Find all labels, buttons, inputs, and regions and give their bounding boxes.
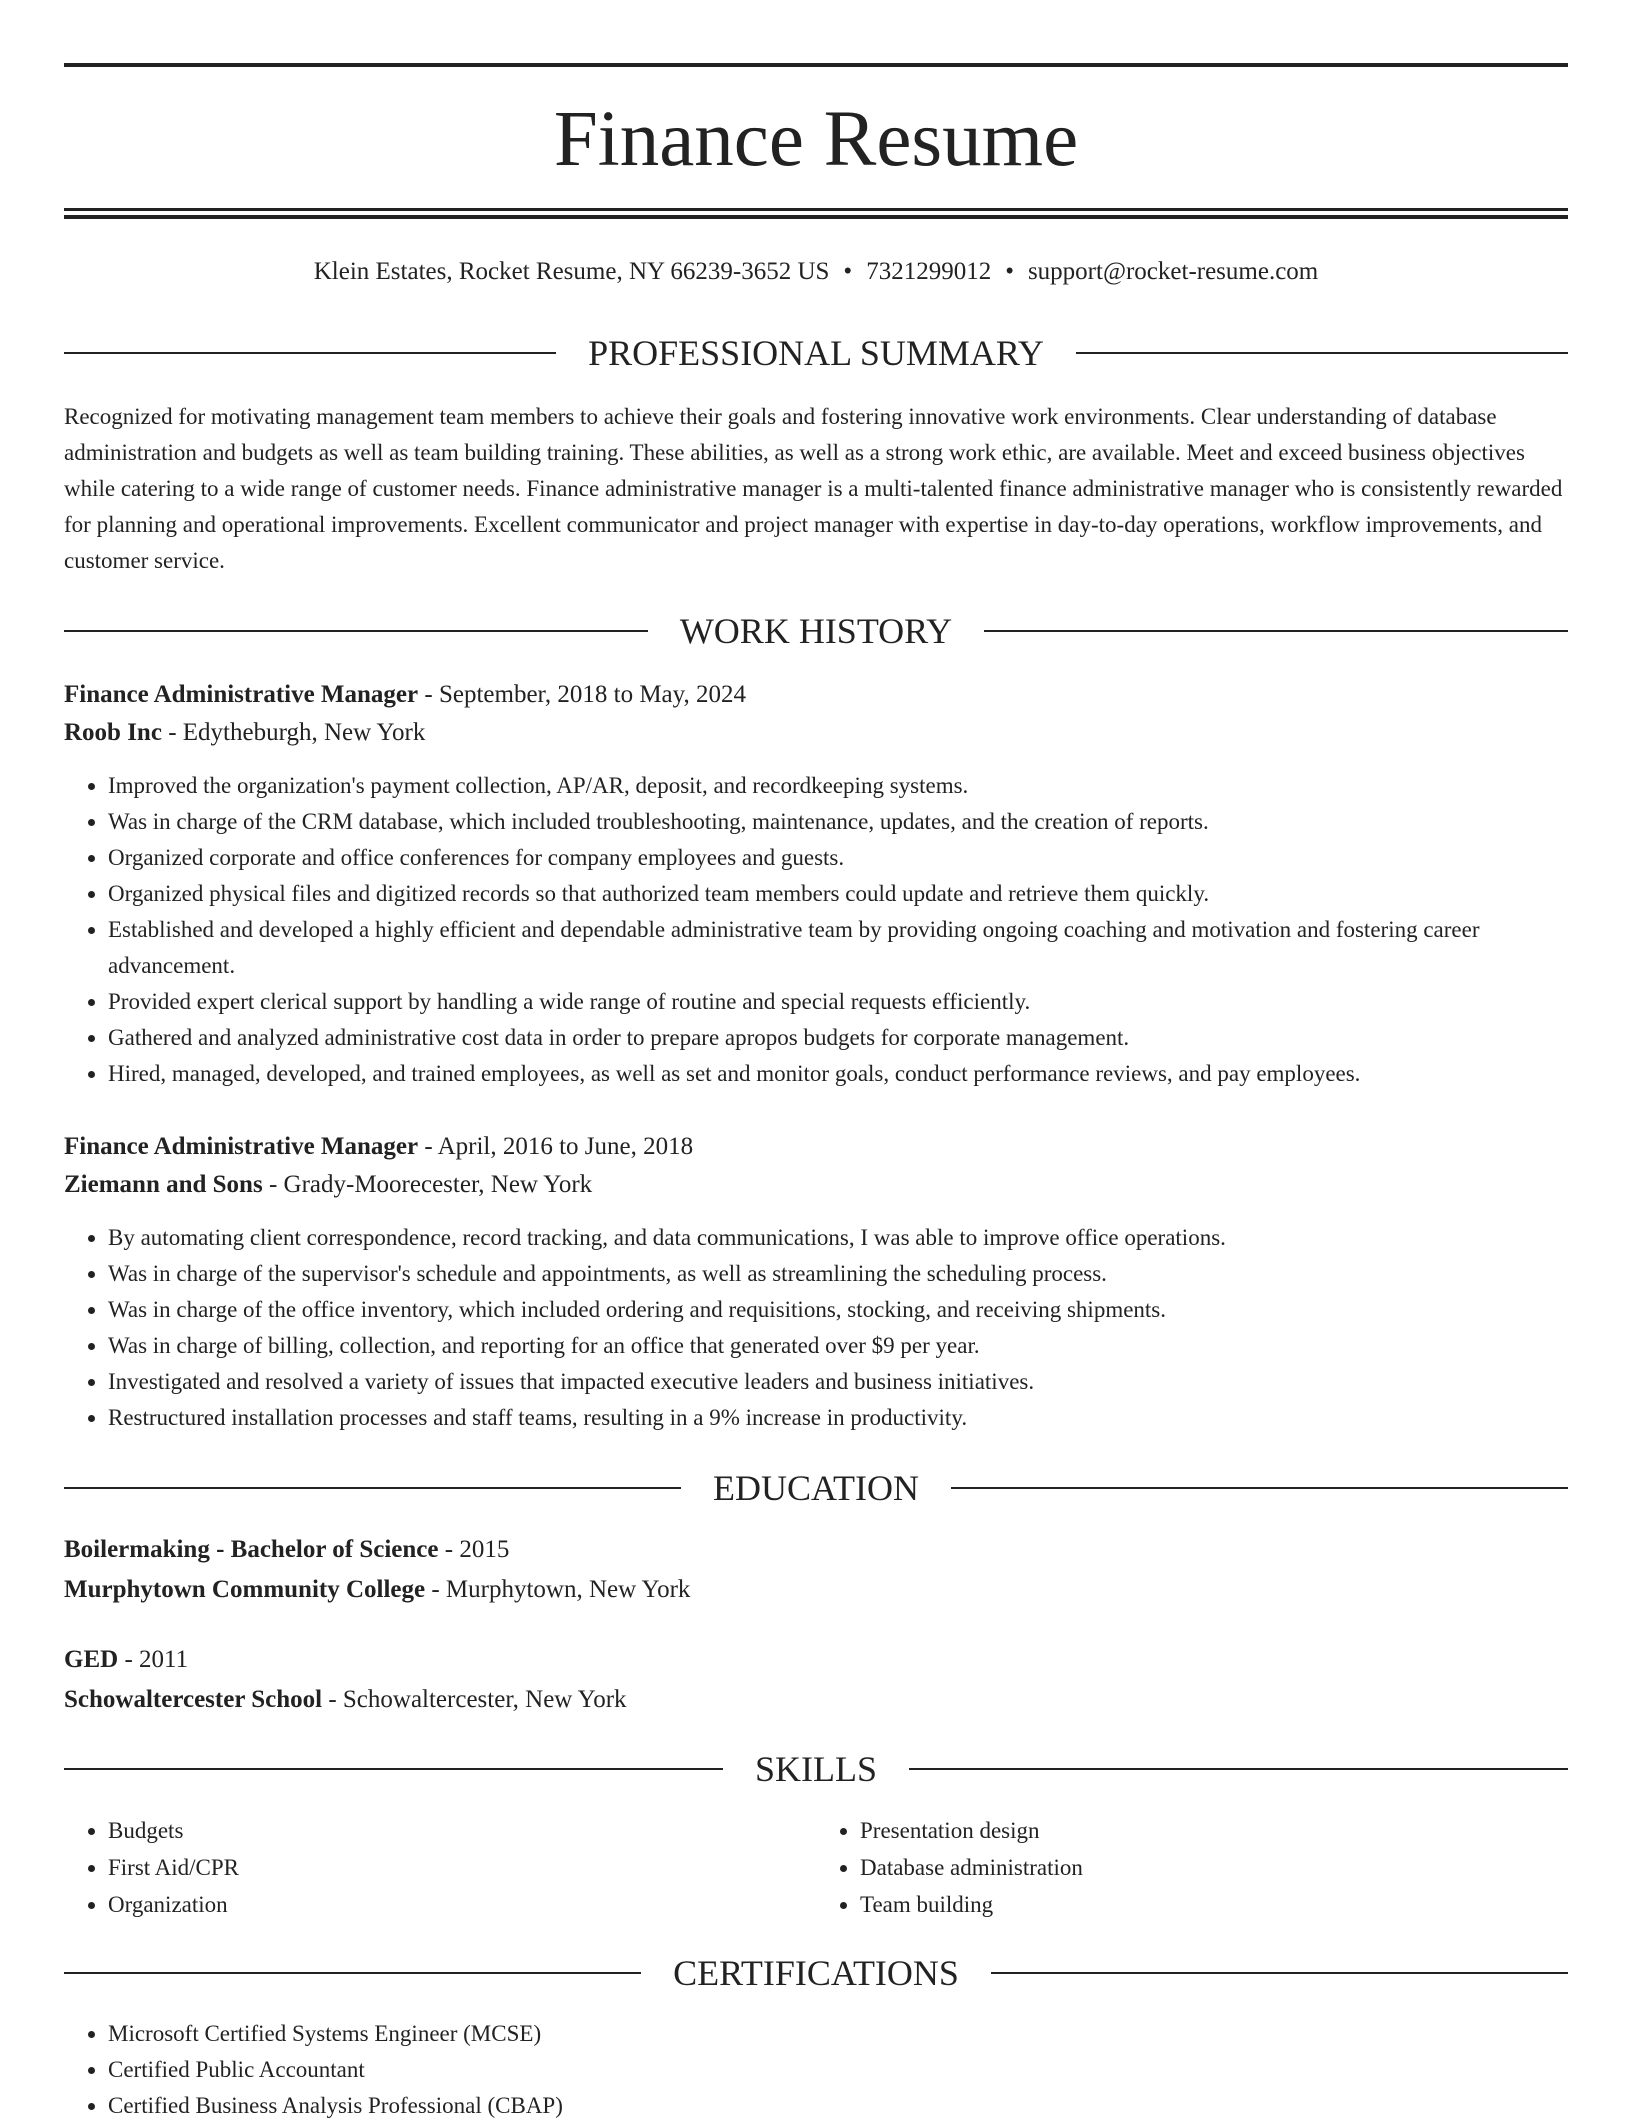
list-item: • Hired, managed, developed, and trained employees, as well as set and monitor goals, conduct performance reviews, and pay employees.	[108, 1056, 1568, 1092]
job-entry	[64, 1128, 1568, 1436]
certifications-items	[64, 2016, 1568, 2124]
list-item: • Certified Business Analysis Professional (CBAP)	[108, 2088, 1568, 2124]
education-location: - Murphytown, New York	[425, 1576, 691, 1603]
title-rule-lower	[64, 215, 1568, 219]
list-item: • Established and developed a highly efficient and dependable administrative team by providing ongoing coaching and motivation and fostering career advancement.	[108, 912, 1568, 984]
list-item: • Restructured installation processes and staff teams, resulting in a 9% increase in productivity.	[108, 1400, 1568, 1436]
section-title: WORK HISTORY	[679, 611, 953, 651]
list-item: • Presentation design	[860, 1812, 1568, 1849]
section-rule	[64, 352, 556, 354]
section-rule	[64, 1972, 641, 1974]
job-bullets	[64, 768, 1568, 1092]
skills-column-left	[64, 1812, 816, 1923]
contact-separator: •	[1005, 258, 1014, 285]
skills-list	[64, 1812, 1568, 1923]
section-header-certifications	[64, 1949, 1568, 1997]
contact-separator: •	[843, 258, 853, 285]
job-company: Roob Inc	[64, 719, 162, 746]
education-location: - Schowaltercester, New York	[322, 1686, 627, 1713]
top-rule	[64, 63, 1568, 67]
contact-line	[64, 254, 1568, 290]
section-header-education	[64, 1464, 1568, 1512]
list-item: • Was in charge of billing, collection, and reporting for an office that generated over $9 per year.	[108, 1328, 1568, 1364]
job-company: Ziemann and Sons	[64, 1171, 263, 1198]
education-year: - 2011	[118, 1646, 189, 1673]
certifications-list	[64, 2016, 1568, 2124]
list-item: • Budgets	[108, 1812, 816, 1849]
education-degree-line	[64, 1640, 1568, 1680]
section-rule	[64, 630, 648, 632]
list-item: • Certified Public Accountant	[108, 2052, 1568, 2088]
section-title: SKILLS	[755, 1749, 878, 1789]
list-item: • Investigated and resolved a variety of issues that impacted executive leaders and business initiatives.	[108, 1364, 1568, 1400]
section-title: EDUCATION	[713, 1468, 919, 1508]
section-title: CERTIFICATIONS	[673, 1953, 959, 1993]
list-item: • Was in charge of the office inventory, which included ordering and requisitions, stocking, and receiving shipments.	[108, 1292, 1568, 1328]
job-company-line	[64, 714, 1568, 752]
education-school: Schowaltercester School	[64, 1686, 323, 1713]
education-school-line	[64, 1680, 1568, 1720]
education-degree-line	[64, 1530, 1568, 1570]
contact-email: support@rocket-resume.com	[1027, 258, 1319, 285]
job-location: - Edytheburgh, New York	[161, 719, 426, 746]
education-degree: Boilermaking - Bachelor of Science	[64, 1536, 439, 1563]
section-rule	[1076, 352, 1568, 354]
contact-address: Klein Estates, Rocket Resume, NY 66239-3652 US	[313, 258, 830, 285]
section-rule	[909, 1768, 1568, 1770]
list-item: • Was in charge of the supervisor's schedule and appointments, as well as streamlining the scheduling process.	[108, 1256, 1568, 1292]
skills-column-right	[816, 1812, 1568, 1923]
section-header-summary	[64, 329, 1568, 377]
education-degree: GED	[64, 1646, 119, 1673]
education-school: Murphytown Community College	[64, 1576, 426, 1603]
title-rule-upper	[64, 208, 1568, 211]
list-item: • Provided expert clerical support by handling a wide range of routine and special requests efficiently.	[108, 984, 1568, 1020]
section-rule	[64, 1487, 681, 1489]
contact-phone: 7321299012	[866, 258, 992, 285]
job-dates: - September, 2018 to May, 2024	[418, 681, 747, 708]
list-item: • First Aid/CPR	[108, 1849, 816, 1886]
resume-title: Finance Resume	[553, 96, 1079, 183]
section-rule	[64, 1768, 723, 1770]
list-item: • Database administration	[860, 1849, 1568, 1886]
section-header-skills	[64, 1745, 1568, 1793]
job-title: Finance Administrative Manager	[64, 1133, 419, 1160]
job-bullets	[64, 1220, 1568, 1436]
list-item: • Organized physical files and digitized records so that authorized team members could update and retrieve them quickly.	[108, 876, 1568, 912]
list-item: • Improved the organization's payment collection, AP/AR, deposit, and recordkeeping systems.	[108, 768, 1568, 804]
list-item: • Gathered and analyzed administrative cost data in order to prepare apropos budgets for corporate management.	[108, 1020, 1568, 1056]
job-title-line	[64, 1128, 1568, 1166]
list-item: • By automating client correspondence, record tracking, and data communications, I was able to improve office operations.	[108, 1220, 1568, 1256]
job-location: - Grady-Moorecester, New York	[262, 1171, 593, 1198]
education-year: - 2015	[438, 1536, 510, 1563]
list-item: • Was in charge of the CRM database, which included troubleshooting, maintenance, updates, and the creation of reports.	[108, 804, 1568, 840]
section-rule	[991, 1972, 1568, 1974]
section-header-work	[64, 607, 1568, 655]
job-title-line	[64, 676, 1568, 714]
education-entry	[64, 1530, 1568, 1610]
section-rule	[984, 630, 1568, 632]
list-item: • Microsoft Certified Systems Engineer (MCSE)	[108, 2016, 1568, 2052]
list-item: • Organization	[108, 1886, 816, 1923]
job-title: Finance Administrative Manager	[64, 681, 419, 708]
education-entry	[64, 1640, 1568, 1720]
section-rule	[951, 1487, 1568, 1489]
job-dates: - April, 2016 to June, 2018	[418, 1133, 694, 1160]
job-company-line	[64, 1166, 1568, 1204]
education-school-line	[64, 1570, 1568, 1610]
list-item: • Team building	[860, 1886, 1568, 1923]
job-entry	[64, 676, 1568, 1092]
list-item: • Organized corporate and office conferences for company employees and guests.	[108, 840, 1568, 876]
summary-text: Recognized for motivating management team members to achieve their goals and fostering innovative work environments. Clear understanding of database administration and budgets as well as team building training. These abilities, as well as a strong work ethic, are available. Meet and exceed business objectives while catering to a wide range of customer needs. Finance administrative manager is a multi-talented finance administrative manager who is consistently rewarded for planning and operational improvements. Excellent communicator and project manager with expertise in day-to-day operations, workflow improvements, and customer service.	[64, 404, 1563, 573]
section-title: PROFESSIONAL SUMMARY	[588, 333, 1044, 373]
